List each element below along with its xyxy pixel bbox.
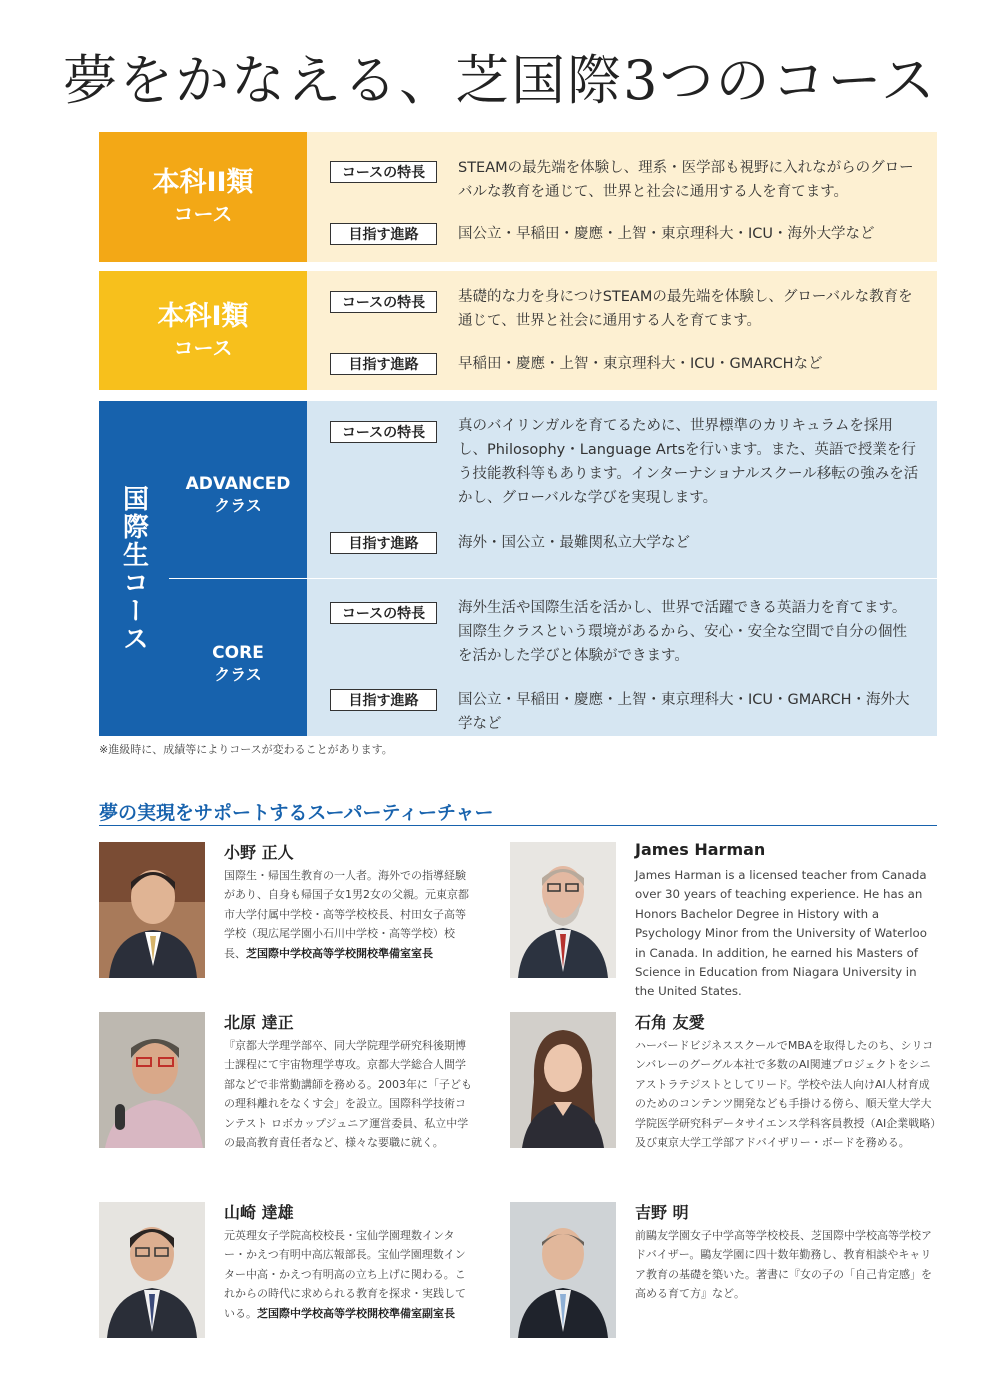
feature-tag: コースの特長 bbox=[330, 602, 437, 624]
course-name-vertical bbox=[99, 401, 169, 736]
feature-tag: コースの特長 bbox=[330, 291, 437, 313]
class-advanced bbox=[169, 401, 307, 578]
course-honka-2 bbox=[99, 132, 937, 262]
course-sub: コース bbox=[173, 202, 233, 226]
teacher-bio bbox=[224, 1226, 472, 1323]
teacher-name: 吉野 明 bbox=[635, 1203, 689, 1222]
course-label bbox=[99, 132, 307, 262]
bio-text: 国際生・帰国生教育の一人者。海外での指導経験があり、自身も帰国子女1男2女の父親。元東京都市大学付属中学校・高等学校校長、村田女子高等学校（現広尾学園小石川中学校・高等学校）校長、 bbox=[224, 869, 469, 960]
feature-text: 基礎的な力を身につけSTEAMの最先端を体験し、グローバルな教育を通じて、世界と社会に通用する人を育てます。 bbox=[458, 289, 913, 329]
class-name: ADVANCED bbox=[185, 474, 291, 494]
teacher-bio bbox=[635, 1036, 938, 1152]
course-name: 本科II類 bbox=[152, 167, 254, 198]
path-text: 早稲田・慶應・上智・東京理科大・ICU・GMARCHなど bbox=[458, 356, 823, 372]
path-tag: 目指す進路 bbox=[330, 353, 437, 375]
teacher-name: 北原 達正 bbox=[224, 1013, 294, 1032]
teacher-bio bbox=[635, 866, 938, 1002]
teacher-name: 山崎 達雄 bbox=[224, 1203, 294, 1222]
teacher-name: James Harman bbox=[635, 840, 766, 859]
page-title: 夢をかなえる、芝国際3つのコース bbox=[63, 49, 937, 112]
path-tag: 目指す進路 bbox=[330, 689, 437, 711]
teacher-bio bbox=[635, 1226, 938, 1304]
teacher-name: 石角 友愛 bbox=[635, 1013, 705, 1032]
bio-text: 前鷗友学園女子中学高等学校校長、芝国際中学校高等学校アドバイザー。鷗友学園に四十数年勤務し、教育相談やキャリア教育の基礎を築いた。著書に『女の子の「自己肯定感」を高める育て方』など。 bbox=[635, 1229, 932, 1301]
teacher-photo bbox=[510, 1202, 616, 1338]
path-tag: 目指す進路 bbox=[330, 532, 437, 554]
bio-text: James Harman is a licensed teacher from Canada over 30 years of teaching experience. He has an Honors Bachelor Degree in History with a Psychology Minor from the University of Waterloo in Canada. In addition, he earned his Masters of Science in Education from Niagara University in the United States. bbox=[635, 868, 927, 999]
teacher-name: 小野 正人 bbox=[224, 843, 294, 862]
course-international bbox=[99, 401, 937, 736]
course-name: 本科I類 bbox=[157, 300, 249, 332]
course-honka-1 bbox=[99, 271, 937, 390]
bio-text: ハーバードビジネススクールでMBAを取得したのち、シリコンバレーのグーグル本社で多数のAI関連プロジェクトをシニアストラテジストとしてリード。学校や法人向けAI人材育成のためのコンテンツ開発なども手掛ける傍ら、順天堂大学大学院医学研究科データサイエンス学科客員教授（AI企業戦略）及び東京大学工学部アドバイザリー・ボードを務める。 bbox=[635, 1039, 936, 1150]
feature-tag: コースの特長 bbox=[330, 161, 437, 183]
teacher-photo bbox=[510, 1012, 616, 1148]
teacher-photo bbox=[99, 1012, 205, 1148]
section-rule bbox=[99, 825, 937, 826]
class-sub: クラス bbox=[214, 665, 262, 684]
bio-title: 芝国際中学校高等学校開校準備室副室長 bbox=[257, 1306, 455, 1320]
class-sub: クラス bbox=[214, 496, 262, 515]
bio-text: 『京都大学理学部卒、同大学院理学研究科後期博士課程にて宇宙物理学専攻。京都大学総合人間学部などで非常勤講師を務める。2003年に「子どもの理科離れをなくす会」を設立。国際科学技術コンテスト ロボカップジュニア運営委員、私立中学の最高教育責任者など、様々な要職に就く。 bbox=[224, 1039, 472, 1150]
feature-text: 海外生活や国際生活を活かし、世界で活躍できる英語力を育てます。国際生クラスという環境があるから、安心・安全な空間で自分の個性を活かした学びと体験ができます。 bbox=[458, 600, 908, 664]
teacher-photo bbox=[99, 1202, 205, 1338]
class-divider bbox=[169, 578, 937, 579]
feature-text: STEAMの最先端を体験し、理系・医学部も視野に入れながらのグローバルな教育を通じて、世界と社会に通用する人を育てます。 bbox=[458, 160, 914, 200]
bio-title: 芝国際中学校高等学校開校準備室室長 bbox=[246, 946, 433, 960]
path-text: 国公立・早稲田・慶應・上智・東京理科大・ICU・海外大学など bbox=[458, 226, 875, 242]
bio-text: 元英理女子学院高校校長・宝仙学園理数インター・かえつ有明中高広報部長。宝仙学園理数インター中高・かえつ有明高の立ち上げに関わる。これからの時代に求められる教育を探求・実践している。 bbox=[224, 1229, 466, 1320]
teacher-photo bbox=[510, 842, 616, 978]
path-text: 国公立・早稲田・慶應・上智・東京理科大・ICU・GMARCH・海外大学など bbox=[458, 692, 910, 732]
teacher-bio bbox=[224, 1036, 472, 1152]
path-text: 海外・国公立・最難関私立大学など bbox=[458, 535, 690, 551]
course-sub: コース bbox=[173, 335, 233, 360]
footnote: ※進級時に、成績等によりコースが変わることがあります。 bbox=[99, 743, 393, 756]
path-tag: 目指す進路 bbox=[330, 223, 437, 245]
feature-tag: コースの特長 bbox=[330, 421, 437, 443]
teacher-photo bbox=[99, 842, 205, 978]
class-core bbox=[169, 579, 307, 736]
feature-text: 真のバイリンガルを育てるために、世界標準のカリキュラムを採用し、Philosophy・Language Artsを行います。また、英語で授業を行う技能教科等もあります。インターナショナルスクール移転の強みを活かし、グローバルな学びを実現します。 bbox=[458, 418, 919, 506]
class-name: CORE bbox=[212, 643, 264, 663]
course-label bbox=[99, 271, 307, 390]
course-name: 国際生コース bbox=[118, 484, 149, 653]
section-title: 夢の実現をサポートするスーパーティーチャー bbox=[99, 802, 494, 824]
teacher-bio bbox=[224, 866, 472, 963]
